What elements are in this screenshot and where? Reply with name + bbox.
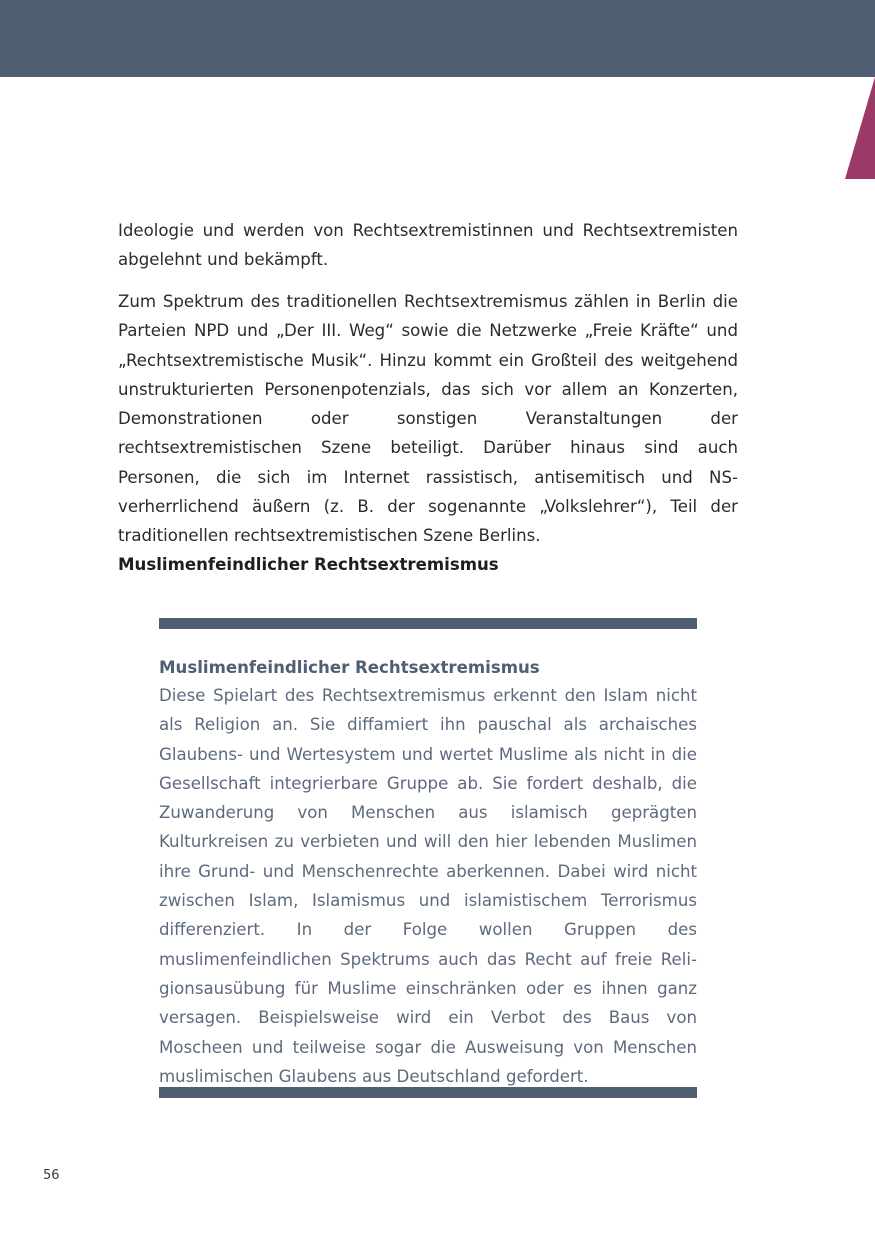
infobox-bottom-rule	[159, 1087, 697, 1098]
accent-triangle	[845, 77, 875, 179]
infobox-top-rule	[159, 618, 697, 629]
page-number: 56	[43, 1168, 60, 1183]
accent-triangle-shape	[845, 77, 875, 179]
header-band	[0, 0, 875, 77]
infobox-text: Diese Spielart des Rechtsextremismus erkennt den Islam nicht als Religion an. Sie diffamiert ihn pauschal als archaisches Glaubens- und Wertesystem und wertet Muslime als nicht in die Gesellschaft integrierbare Gruppe ab. Sie fordert deshalb, die Zuwanderung von Menschen aus islamisch geprägten Kulturkreisen zu verbieten und will den hier lebenden Muslimen ihre Grund- und Menschenrechte aberkennen. Dabei wird nicht zwischen Islam, Islamismus und islamistischem Terrorismus differenziert. In der Folge wollen Gruppen des muslimenfeindlichen Spektrums auch das Recht auf freie Religionsausübung für Muslime einschränken oder es ihnen ganz versagen. Beispielsweise wird ein Verbot des Baus von Moscheen und teilweise sogar die Ausweisung von Menschen muslimischen Glaubens aus Deutschland gefordert.	[159, 686, 697, 1086]
body-paragraph-1: Ideologie und werden von Rechtsextremistinnen und Rechtsextremisten abgelehnt und bekämpft.	[118, 221, 738, 270]
section-heading: Muslimenfeindlicher Rechtsextremismus	[118, 555, 499, 574]
infobox-title: Muslimenfeindlicher Rechtsextremismus	[159, 658, 540, 677]
body-paragraph-2: Zum Spektrum des traditionellen Rechtsextremismus zählen in Berlin die Parteien NPD und „Der III. Weg“ sowie die Netzwerke „Freie Kräfte“ und „Rechtsextremistische Musik“. Hinzu kommt ein Großteil des weitgehend unstrukturierten Personenpotenzials, das sich vor allem an Konzerten, Demonstrationen oder sonstigen Veranstaltungen der rechtsextremistischen Szene beteiligt. Darüber hinaus sind auch Personen, die sich im Internet rassistisch, antisemitisch und NS-verherrlichend äußern (z. B. der sogenannte „Volkslehrer“), Teil der traditionellen rechtsextremistischen Szene Berlins.	[118, 292, 738, 546]
